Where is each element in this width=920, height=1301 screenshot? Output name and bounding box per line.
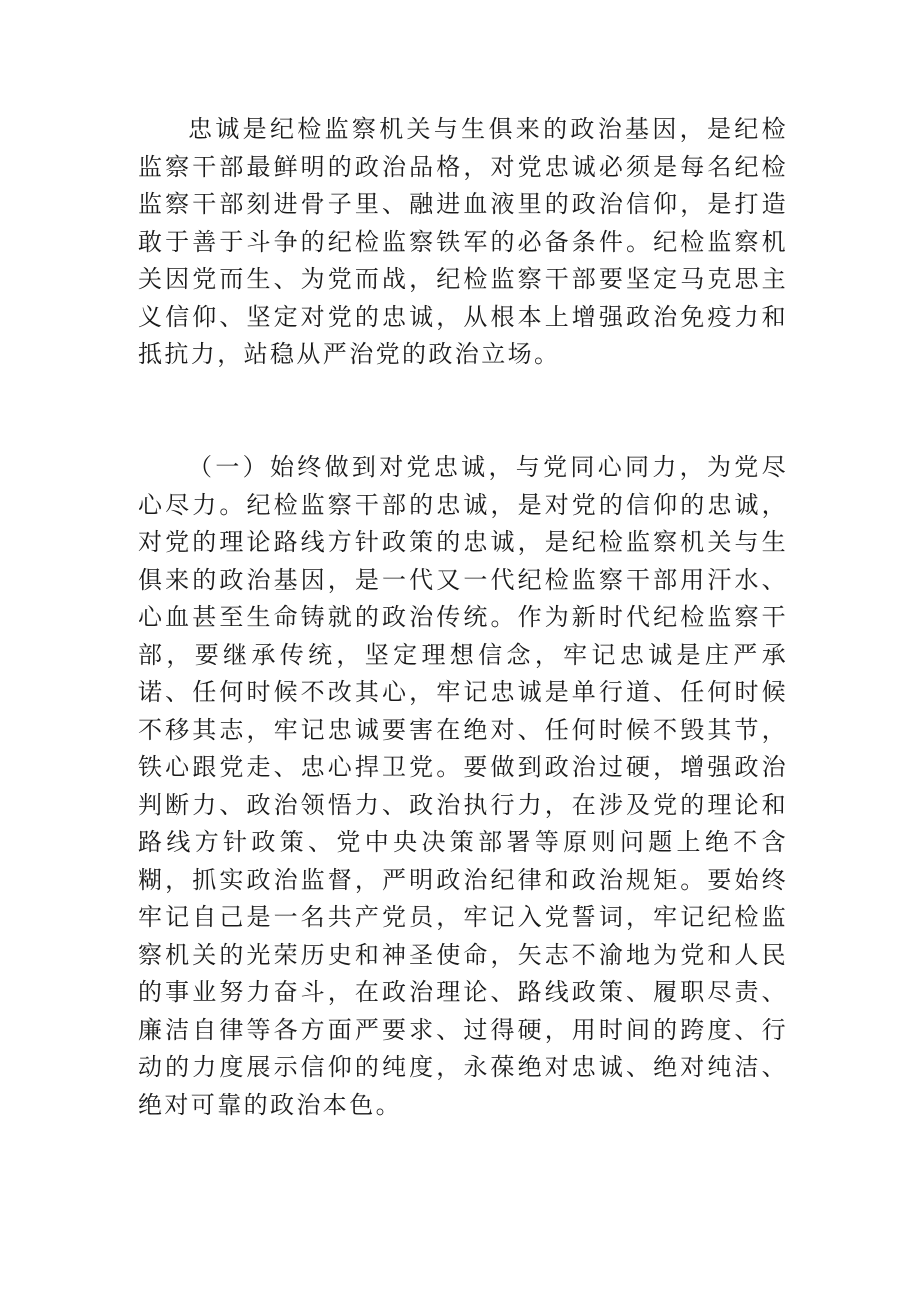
paragraph-intro: 忠诚是纪检监察机关与生俱来的政治基因，是纪检监察干部最鲜明的政治品格，对党忠诚必须是每名纪检监察干部刻进骨子里、融进血液里的政治信仰，是打造敢于善于斗争的纪检监察铁军的必备条件。纪检监察机关因党而生、为党而战，纪检监察干部要坚定马克思主义信仰、坚定对党的忠诚，从根本上增强政治免疫力和抵抗力，站稳从严治党的政治立场。 (138, 115, 788, 368)
paragraph-section-one: （一）始终做到对党忠诚，与党同心同力，为党尽心尽力。纪检监察干部的忠诚，是对党的信仰的忠诚，对党的理论路线方针政策的忠诚，是纪检监察机关与生俱来的政治基因，是一代又一代纪检监察干部用汗水、心血甚至生命铸就的政治传统。作为新时代纪检监察干部，要继承传统，坚定理想信念，牢记忠诚是庄严承诺、任何时候不改其心，牢记忠诚是单行道、任何时候不移其志，牢记忠诚要害在绝对、任何时候不毁其节，铁心跟党走、忠心捍卫党。要做到政治过硬，增强政治判断力、政治领悟力、政治执行力，在涉及党的理论和路线方针政策、党中央决策部署等原则问题上绝不含糊，抓实政治监督，严明政治纪律和政治规矩。要始终牢记自己是一名共产党员，牢记入党誓词，牢记纪检监察机关的光荣历史和神圣使命，矢志不渝地为党和人民的事业努力奋斗，在政治理论、路线政策、履职尽责、廉洁自律等各方面严要求、过得硬，用时间的跨度、行动的力度展示信仰的纯度，永葆绝对忠诚、绝对纯洁、绝对可靠的政治本色。 (138, 453, 788, 1119)
